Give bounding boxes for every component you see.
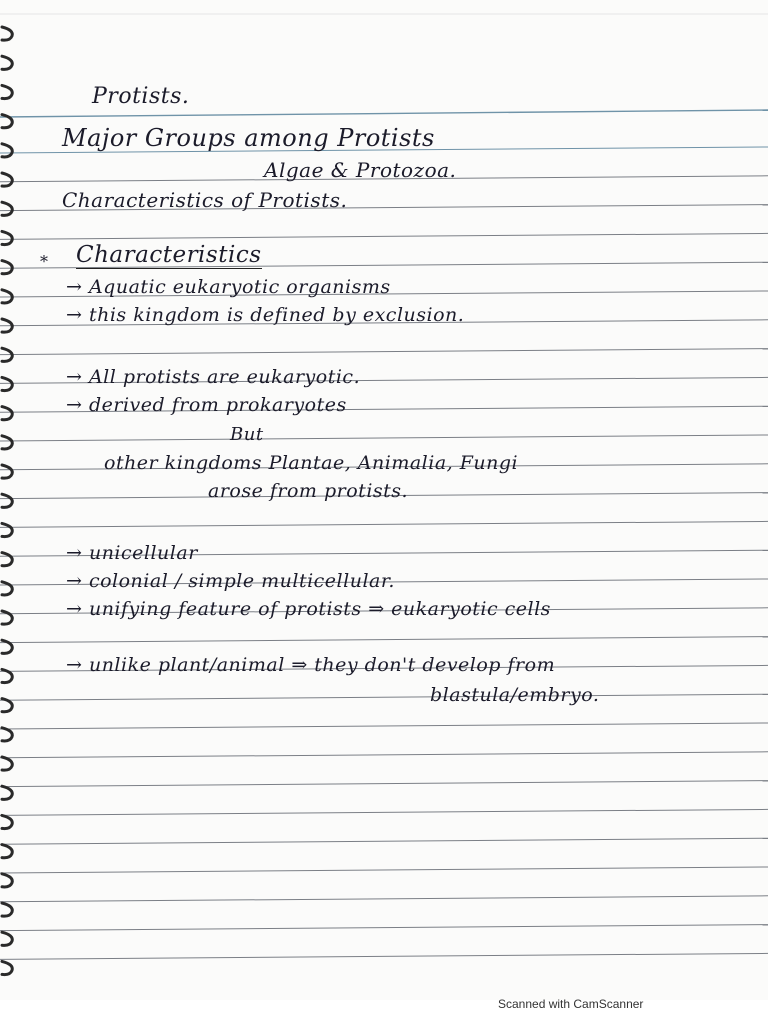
- ruled-line: [0, 694, 768, 700]
- spiral-ring: [2, 961, 12, 974]
- spiral-ring: [2, 377, 12, 390]
- spiral-ring: [2, 611, 12, 624]
- note-subtitle: Characteristics of Protists.: [62, 188, 348, 212]
- ruled-line: [0, 752, 768, 758]
- spiral-ring: [2, 290, 12, 303]
- note-line: → Aquatic eukaryotic organisms: [66, 276, 391, 298]
- spiral-ring: [2, 874, 12, 887]
- note-title: Protists.: [92, 84, 190, 109]
- spiral-ring: [2, 932, 12, 945]
- spiral-ring: [2, 85, 12, 98]
- ruled-line: [0, 781, 768, 787]
- spiral-ring: [2, 261, 12, 274]
- spiral-ring: [2, 582, 12, 595]
- note-line: → All protists are eukaryotic.: [66, 366, 361, 388]
- scanner-watermark: Scanned with CamScanner: [498, 997, 644, 1011]
- spiral-ring: [2, 144, 12, 157]
- spiral-ring: [2, 494, 12, 507]
- ruled-line: [0, 925, 768, 931]
- spiral-ring: [2, 173, 12, 186]
- note-line: other kingdoms Plantae, Animalia, Fungi: [104, 452, 519, 474]
- note-line: → unifying feature of protists ⇒ eukaryotic cells: [66, 598, 551, 620]
- ruled-line: [0, 637, 768, 643]
- spiral-ring: [2, 231, 12, 244]
- ruled-line: [0, 953, 768, 959]
- spiral-ring: [2, 523, 12, 536]
- spiral-ring: [2, 786, 12, 799]
- ruled-line: [0, 896, 768, 902]
- spiral-ring: [2, 202, 12, 215]
- spiral-ring: [2, 553, 12, 566]
- note-groups: Algae & Protozoa.: [264, 158, 457, 182]
- spiral-ring: [2, 56, 12, 69]
- ruled-line: [0, 809, 768, 815]
- note-line: → this kingdom is defined by exclusion.: [66, 304, 465, 326]
- spiral-ring: [2, 903, 12, 916]
- spiral-ring: [2, 436, 12, 449]
- header-rule: [0, 110, 768, 117]
- note-line: → unicellular: [66, 542, 198, 564]
- ruled-line: [0, 838, 768, 844]
- note-line: → unlike plant/animal ⇒ they don't develop from: [66, 654, 556, 676]
- ruled-line: [0, 233, 768, 239]
- spiral-ring: [2, 845, 12, 858]
- spiral-ring: [2, 815, 12, 828]
- note-line: blastula/embryo.: [430, 684, 600, 706]
- spiral-ring: [2, 465, 12, 478]
- note-line: But: [230, 424, 264, 445]
- spiral-ring: [2, 407, 12, 420]
- ruled-line: [0, 435, 768, 441]
- note-heading: Major Groups among Protists: [62, 124, 435, 152]
- note-line: → colonial / simple multicellular.: [66, 570, 395, 592]
- spiral-ring: [2, 757, 12, 770]
- note-line: → derived from prokaryotes: [66, 394, 347, 416]
- spiral-ring: [2, 728, 12, 741]
- section-heading: Characteristics: [76, 242, 262, 268]
- ruled-line: [0, 521, 768, 527]
- star-bullet: *: [40, 252, 49, 271]
- footer: [0, 997, 768, 1024]
- spiral-ring: [2, 27, 12, 40]
- ruled-line: [0, 349, 768, 355]
- note-line: arose from protists.: [208, 480, 409, 502]
- ruled-line: [0, 867, 768, 873]
- ruled-line: [0, 723, 768, 729]
